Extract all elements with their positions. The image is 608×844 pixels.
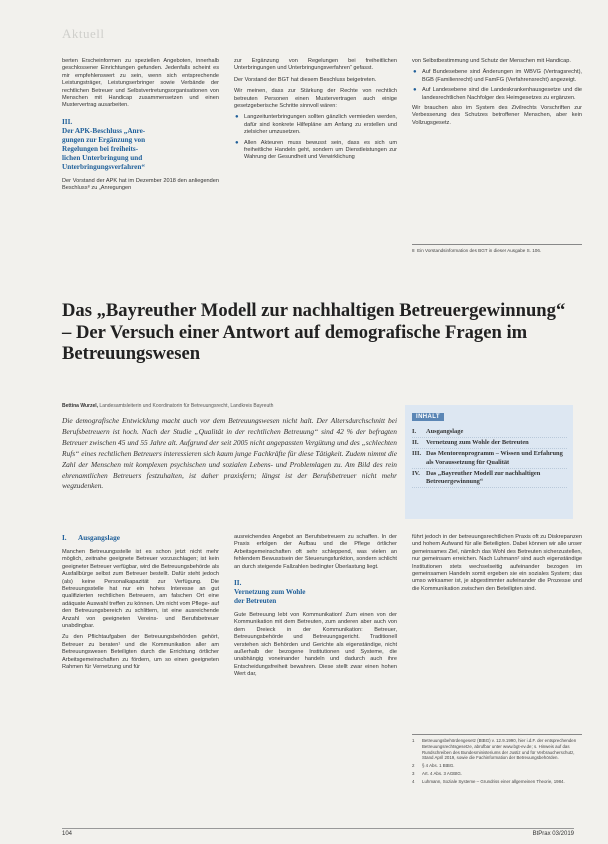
- footer-rule: [62, 828, 574, 829]
- toc-heading: INHALT: [412, 413, 444, 421]
- footnote-number: 2: [412, 763, 415, 769]
- toc-item: [412, 438, 567, 449]
- section-title-line: gungen zur Ergänzung von: [62, 135, 146, 144]
- paragraph: berten Erscheinformen zu speziellen Angeboten, innerhalb geschlossener Einrichtungen gefunden. Jedenfalls scheint es mir empfehlenswert zu sein, wenn sich entsprechende Leistungsträger, Leistungserbringer sowie Verbände der rechtlichen Betreuer und Selbstvertretungsorganisationen von Menschen mit Handicap zusammensetzen und einen Mustervertrag ausarbeiten.: [62, 58, 219, 109]
- author-name: Bettina Wurzel,: [62, 403, 99, 409]
- section-title-line: Regelungen bei freiheits-: [62, 144, 139, 153]
- article-intro: Die demografische Entwicklung macht auch vor dem Betreuungswesen nicht halt. Der Altersdurchschnitt bei Berufsbetreuern ist hoch. Nach der Studie „Qualität in der rechtlichen Betreuung“ sind 42 % der befragten Betreuer zwischen 45 und 55 Jahre alt. Aufgrund der seit 2005 nicht angepassten Vergütung und des „schlechten Rufs“ eines rechtlichen Betreuers interessieren sich kaum junge Fachkräfte für diese Tätigkeit. Zudem nimmt die Zahl der Menschen mit komplexen psychischen und sozialen Lebens- und Problemlagen zu. Am Bild des rein ehrenamtlichen Betreuers festzuhalten, ist daher praxisfern; längst ist der Berufsbetreuer nicht mehr wegzudenken.: [62, 416, 397, 491]
- footnote-text: Betreuungsbehördengesetz (BtBG) v. 12.9.1990, hier i.d.F. der entsprechenden Betreuungsrechtsgesetze, abrufbar unter www.bgt-ev.de; s. Hinweis auf das Rundschreiben des Bundesministeriums der Justiz und für Verbraucherschutz, Stand April 2019, sowie die Fachinformation der Betreuungsbehörden.: [422, 738, 577, 761]
- footnote: [412, 763, 582, 769]
- toc-item-label: Das „Bayreuther Modell zur nachhaltigen Betreuergewinnung“: [426, 469, 541, 486]
- section-title: Ausgangslage: [78, 534, 120, 542]
- top-column-1: [62, 58, 219, 197]
- toc-item-number: IV.: [412, 469, 420, 477]
- bullet-list: [234, 114, 397, 161]
- table-of-contents: [405, 405, 573, 519]
- toc-item: [412, 469, 567, 488]
- footnote-8: [412, 244, 582, 254]
- section-number: III.: [62, 117, 73, 126]
- body-column-2: [234, 534, 397, 683]
- body-column-1: [62, 534, 219, 676]
- toc-item-label: Das Mentorenprogramm – Wissen und Erfahrung als Voraussetzung für Qualität: [426, 450, 563, 466]
- footnote-text: § 4 Abs. 1 BtBG.: [422, 763, 455, 769]
- footnote-number: 8: [412, 248, 415, 253]
- section-tag: Aktuell: [62, 26, 105, 41]
- list-item: ● Auf Bundesebene sind Änderungen im WBVG (Vertragsrecht), BGB (Familienrecht) und FamFG (Verfahrensrecht) angezeigt.: [422, 69, 582, 84]
- body-column-3: [412, 534, 582, 597]
- toc-list: [412, 427, 567, 488]
- toc-item-label: Vernetzung zum Wohle der Betreuten: [426, 439, 529, 447]
- section-heading-ii: [234, 579, 397, 606]
- top-column-2: [234, 58, 397, 165]
- paragraph: Der Vorstand der APK hat im Dezember 2018 den anliegenden Beschluss⁸ zu „Anregungen: [62, 177, 219, 192]
- section-number: II.: [234, 579, 242, 588]
- paragraph: Gute Betreuung lebt von Kommunikation! Zum einen von der Kommunikation mit dem Betreuten, zum anderen aber auch von dem Dreieck in der Kommunikation: Betreuer, Betreuungsbehörde und Betreuungsgericht. Traditionell verstehen sich Behörden und Gerichte als eigenständige, nicht außerhalb der bezogene Institutionen und Systeme, die unabhängig voneinander handeln und dadurch auch ihre Entscheidungsfreiheit bewahren. Diese stellt zwar einen hohen Wert dar,: [234, 612, 397, 678]
- footnote-text: Ein Vorstandsinformation des BGT in dieser Ausgabe S. 106.: [417, 248, 542, 253]
- list-item: ● Auf Landesebene sind die Landeskrankenhausgesetze und die landesrechtlichen Nachfolger des Heimgesetzes zu ergänzen.: [422, 87, 582, 102]
- article-title: Das „Bayreuther Modell zur nachhaltigen Betreuergewinnung“ – Der Versuch einer Antwort auf demografische Fragen im Betreuungswesen: [62, 300, 566, 364]
- section-title-line: lichen Unterbringung und: [62, 153, 143, 162]
- footnotes: [412, 734, 582, 787]
- footnote: [412, 738, 582, 761]
- toc-item-label: Ausgangslage: [426, 428, 464, 435]
- section-heading-i: [62, 534, 219, 543]
- section-title-line: der Betreuten: [234, 597, 277, 606]
- footnote-number: 1: [412, 738, 415, 743]
- section-title-line: Vernetzung zum Wohle: [234, 588, 306, 597]
- paragraph: zur Ergänzung von Regelungen bei freiheitlichen Unterbringungen und Unterbringungsverfahren“ gefasst.: [234, 58, 397, 72]
- paragraph: Zu den Pflichtaufgaben der Betreuungsbehörden gehört, Betreuer zu beraten¹ und die Kommunikation aller am Betreuungswesen Beteiligten durch die Errichtung örtlicher Arbeitsgemeinschaften zu fördern, um so einen geeigneten Rahmen für Vernetzung und für: [62, 634, 219, 671]
- list-item: ● Allen Akteuren muss bewusst sein, dass es sich um freiheitliche Handeln geht, sondern um Dienstleistungen zur Wahrung der Gesundheit und Verwirklichung: [244, 140, 397, 162]
- toc-item-number: I.: [412, 428, 417, 435]
- footnote-number: 4: [412, 778, 415, 784]
- footnote-text: Luhmann, Soziale Systeme – Grundriss einer allgemeinen Theorie, 1984.: [422, 778, 565, 784]
- list-item: ● Langzeitunterbringungen sollten gänzlich vermieden werden, dafür sind konkrete Hilfepläne am Anfang zu erstellen und zielsicher umzusetzen.: [244, 114, 397, 136]
- footnote: [412, 779, 582, 785]
- toc-item-number: III.: [412, 450, 422, 458]
- author-line: [62, 403, 397, 409]
- paragraph: führt jedoch in der betreuungsrechtlichen Praxis oft zu Diskrepanzen und hohem Aufwand für alle Beteiligten. Dabei können wir alle unser gemeinsames Ziel, nämlich das Wohl des Betreuten sicherzustellen, nur gemeinsam erreichen. Nach Luhmann² sind auch eigenständige Institutionen stets wechselseitig aufeinander bezogen im gemeinsamen Handeln somit ergeben sie ein soziales System; das umso wirksamer ist, je abgestimmter aufeinander die Prozesse und die Kommunikation zwischen den Beteiligten sind.: [412, 534, 582, 592]
- journal-issue: BtPrax 03/2019: [532, 831, 574, 837]
- page-number: 104: [62, 831, 73, 837]
- section-title-line: Unterbringungsverfahren“: [62, 162, 145, 171]
- section-number: I.: [62, 534, 67, 542]
- author-role: Landesamtsleiterin und Koordinatorin für Betreuungsrecht, Landkreis Bayreuth: [99, 403, 274, 409]
- paragraph: ausreichendes Angebot an Berufsbetreuern zu schaffen. In der Praxis erfolgen der Aufbau und die Pflege örtlicher Arbeitsgemeinschaften oft sehr schleppend, was vielen an fehlendem Bewusstsein der Steuerungsfunktion, sondern schlicht an durch steigende Fallzahlen bedingter Überlastung liegt.: [234, 534, 397, 570]
- section-title-line: Der APK-Beschluss „Anre-: [62, 126, 146, 135]
- paragraph: Manchen Betreuungsstelle ist es schon jetzt nicht mehr möglich, zeitnahe geeignete Betreuer vorzuschlagen; ist kein geeigneter Betreuer verfügbar, wird die Betreuungsbehörde als Ausfallbürge selbst zum Betreuer bestellt. Dafür steht jedoch (als) keine Personalkapazität zur Verfügung. Die Betreuungsstelle hat nur ein hohes Interesse an gut qualifizierten rechtlichen Betreuern, am falschen Ort eine adäquate Auswahl treffen zu können. Um nicht vom Pflege- auf den Betreuungsbereich zu schlittern, ist eine ausreichende Anzahl von geeigneten Vereins- und Berufsbetreuer unabdingbar.: [62, 549, 219, 630]
- footnote-number: 3: [412, 770, 415, 776]
- footnote-text: Art. 4 Abs. 3 AGBtG.: [422, 770, 463, 776]
- toc-item-number: II.: [412, 439, 419, 447]
- toc-item: [412, 449, 567, 468]
- paragraph: Wir brauchen also im System des Zivilrechts Vorschriften zur Verbesserung des Schutzes betroffener Menschen, aber kein Vollzugsgesetz.: [412, 105, 582, 126]
- paragraph: Der Vorstand der BGT hat diesem Beschluss beigetreten.: [234, 76, 377, 83]
- toc-item: [412, 427, 567, 438]
- section-heading-iii: [62, 118, 219, 172]
- bullet-list: [412, 69, 582, 102]
- paragraph: Wir meinen, dass zur Stärkung der Rechte von rechtlich betreuten Personen einen Mustervertragen auch einige gesetzgeberische Schritte sinnvoll wären:: [234, 88, 397, 110]
- top-column-3: [412, 58, 582, 131]
- paragraph: von Selbstbestimmung und Schutz der Menschen mit Handicap.: [412, 58, 571, 64]
- footnote: [412, 771, 582, 777]
